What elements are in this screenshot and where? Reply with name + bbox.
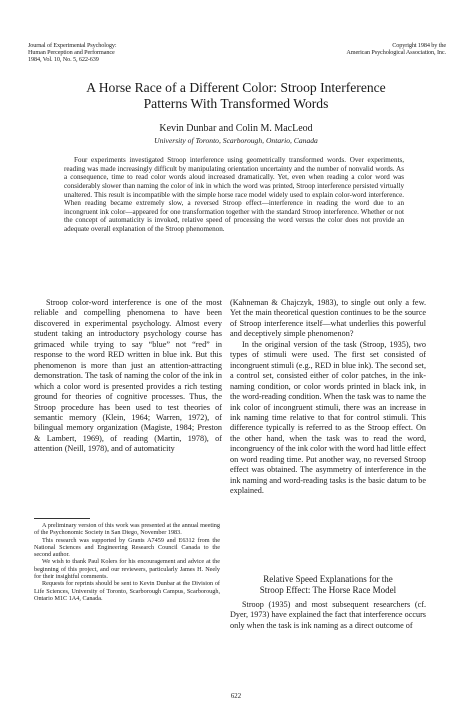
footnote: We wish to thank Paul Kolers for his encouragement and advice at the beginning of this project, and our reviewers, particularly James H. Neely for their insightful comments. xyxy=(34,558,220,581)
section-heading-line: Stroop Effect: The Horse Race Model xyxy=(259,585,397,595)
footnotes xyxy=(34,522,220,602)
copyright-notice xyxy=(346,42,446,56)
footnote-rule xyxy=(34,518,90,519)
journal-name-line: Journal of Experimental Psychology: xyxy=(28,42,117,49)
authors: Kevin Dunbar and Colin M. MacLeod xyxy=(159,123,313,134)
right-column-continued xyxy=(230,600,426,631)
body-paragraph: Stroop (1935) and most subsequent researchers (cf. Dyer, 1973) have explained the fact that interference occurs only when the task is ink naming as a direct outcome of xyxy=(230,600,426,630)
footnote: A preliminary version of this work was presented at the annual meeting of the Psychonomic Society in San Diego, November 1983. xyxy=(34,522,220,537)
affiliation: University of Toronto, Scarborough, Ontario, Canada xyxy=(154,136,318,145)
journal-volume-line: 1984, Vol. 10, No. 5, 622-639 xyxy=(28,56,99,64)
left-column xyxy=(34,298,222,455)
body-paragraph: (Kahneman & Chajczyk, 1983), to single out only a few. Yet the main theoretical question continues to be the source of Stroop interference itself—what underlies this powerful and deceptively simple phenomenon? xyxy=(230,298,426,339)
section-heading-line: Relative Speed Explanations for the xyxy=(263,574,393,584)
journal-citation xyxy=(28,42,116,64)
body-paragraph: Stroop color-word interference is one of the most reliable and compelling phenomena to have been discovered in experimental psychology. Almost every student taking an introductory psychology course has grimaced while trying to say “blue” not “red” in response to the word RED written in blue ink. But this phenomenon is more than just an attention-attracting demonstration. The task of naming the color of the ink in which a color word is presented provides a rich testing ground for theories of cognitive processes. Thus, the Stroop procedure has been used to test theories of semantic memory (Klein, 1964; Warren, 1972), of bilingual memory organization (Magiste, 1984; Preston & Lambert, 1969), of reading (Martin, 1978), of attention (Neill, 1978), and of automaticity xyxy=(34,298,222,454)
abstract xyxy=(64,156,404,234)
footnote: Requests for reprints should be sent to Kevin Dunbar at the Division of Life Sciences, University of Toronto, Scarborough Campus, Scarborough, Ontario M1C 1A4, Canada. xyxy=(34,580,220,602)
title-line: Patterns With Transformed Words xyxy=(143,95,329,111)
journal-section-line: Human Perception and Performance xyxy=(28,49,115,57)
section-heading xyxy=(230,574,426,596)
copyright-line: Copyright 1984 by the xyxy=(392,42,446,49)
footnote: This research was supported by Grants A7459 and E6312 from the National Sciences and Engineering Research Council Canada to the second author. xyxy=(34,536,220,559)
publisher-line: American Psychological Association, Inc. xyxy=(346,49,446,57)
right-column xyxy=(230,298,426,497)
body-paragraph: In the original version of the task (Stroop, 1935), two types of stimuli were used. The first set consisted of incongruent stimuli (e.g., RED in blue ink). The second set, a control set, consisted either of color patches, in the ink-naming condition, or color words printed in black ink, in the word-reading condition. When the task was to name the ink color of incongruent stimuli, there was an increase in ink naming time relative to that for control stimuli. This difference typically is referred to as the Stroop effect. On the other hand, when the task was to read the word, incongruency of the ink color with the word had little effect on word reading time. Put another way, no reversed Stroop effect was obtained. The asymmetry of interference in the ink naming and word-reading tasks is the basic datum to be explained. xyxy=(230,339,426,496)
abstract-text: Four experiments investigated Stroop interference using geometrically transformed words. Over experiments, reading was made increasingly difficult by manipulating orientation uncertainty and the number of nonvalid words. As a consequence, time to read color words aloud increased dramatically. Yet, even when reading a color word was considerably slower than naming the color of ink in which the word was printed, Stroop interference persisted virtually unaltered. This result is incompatible with the simple horse race model widely used to explain color-word interference. When reading became extremely slow, a reversed Stroop effect—interference in reading the word due to an incongruent ink color—appeared for one transformation together with the standard Stroop interference. Whether or not the concept of automaticity is invoked, relative speed of processing the word versus the color does not provide an adequate overall explanation of the Stroop phenomenon. xyxy=(64,156,404,233)
paper-title xyxy=(30,80,442,111)
page-number: 622 xyxy=(230,693,242,700)
title-line: A Horse Race of a Different Color: Stroop Interference xyxy=(86,80,386,95)
